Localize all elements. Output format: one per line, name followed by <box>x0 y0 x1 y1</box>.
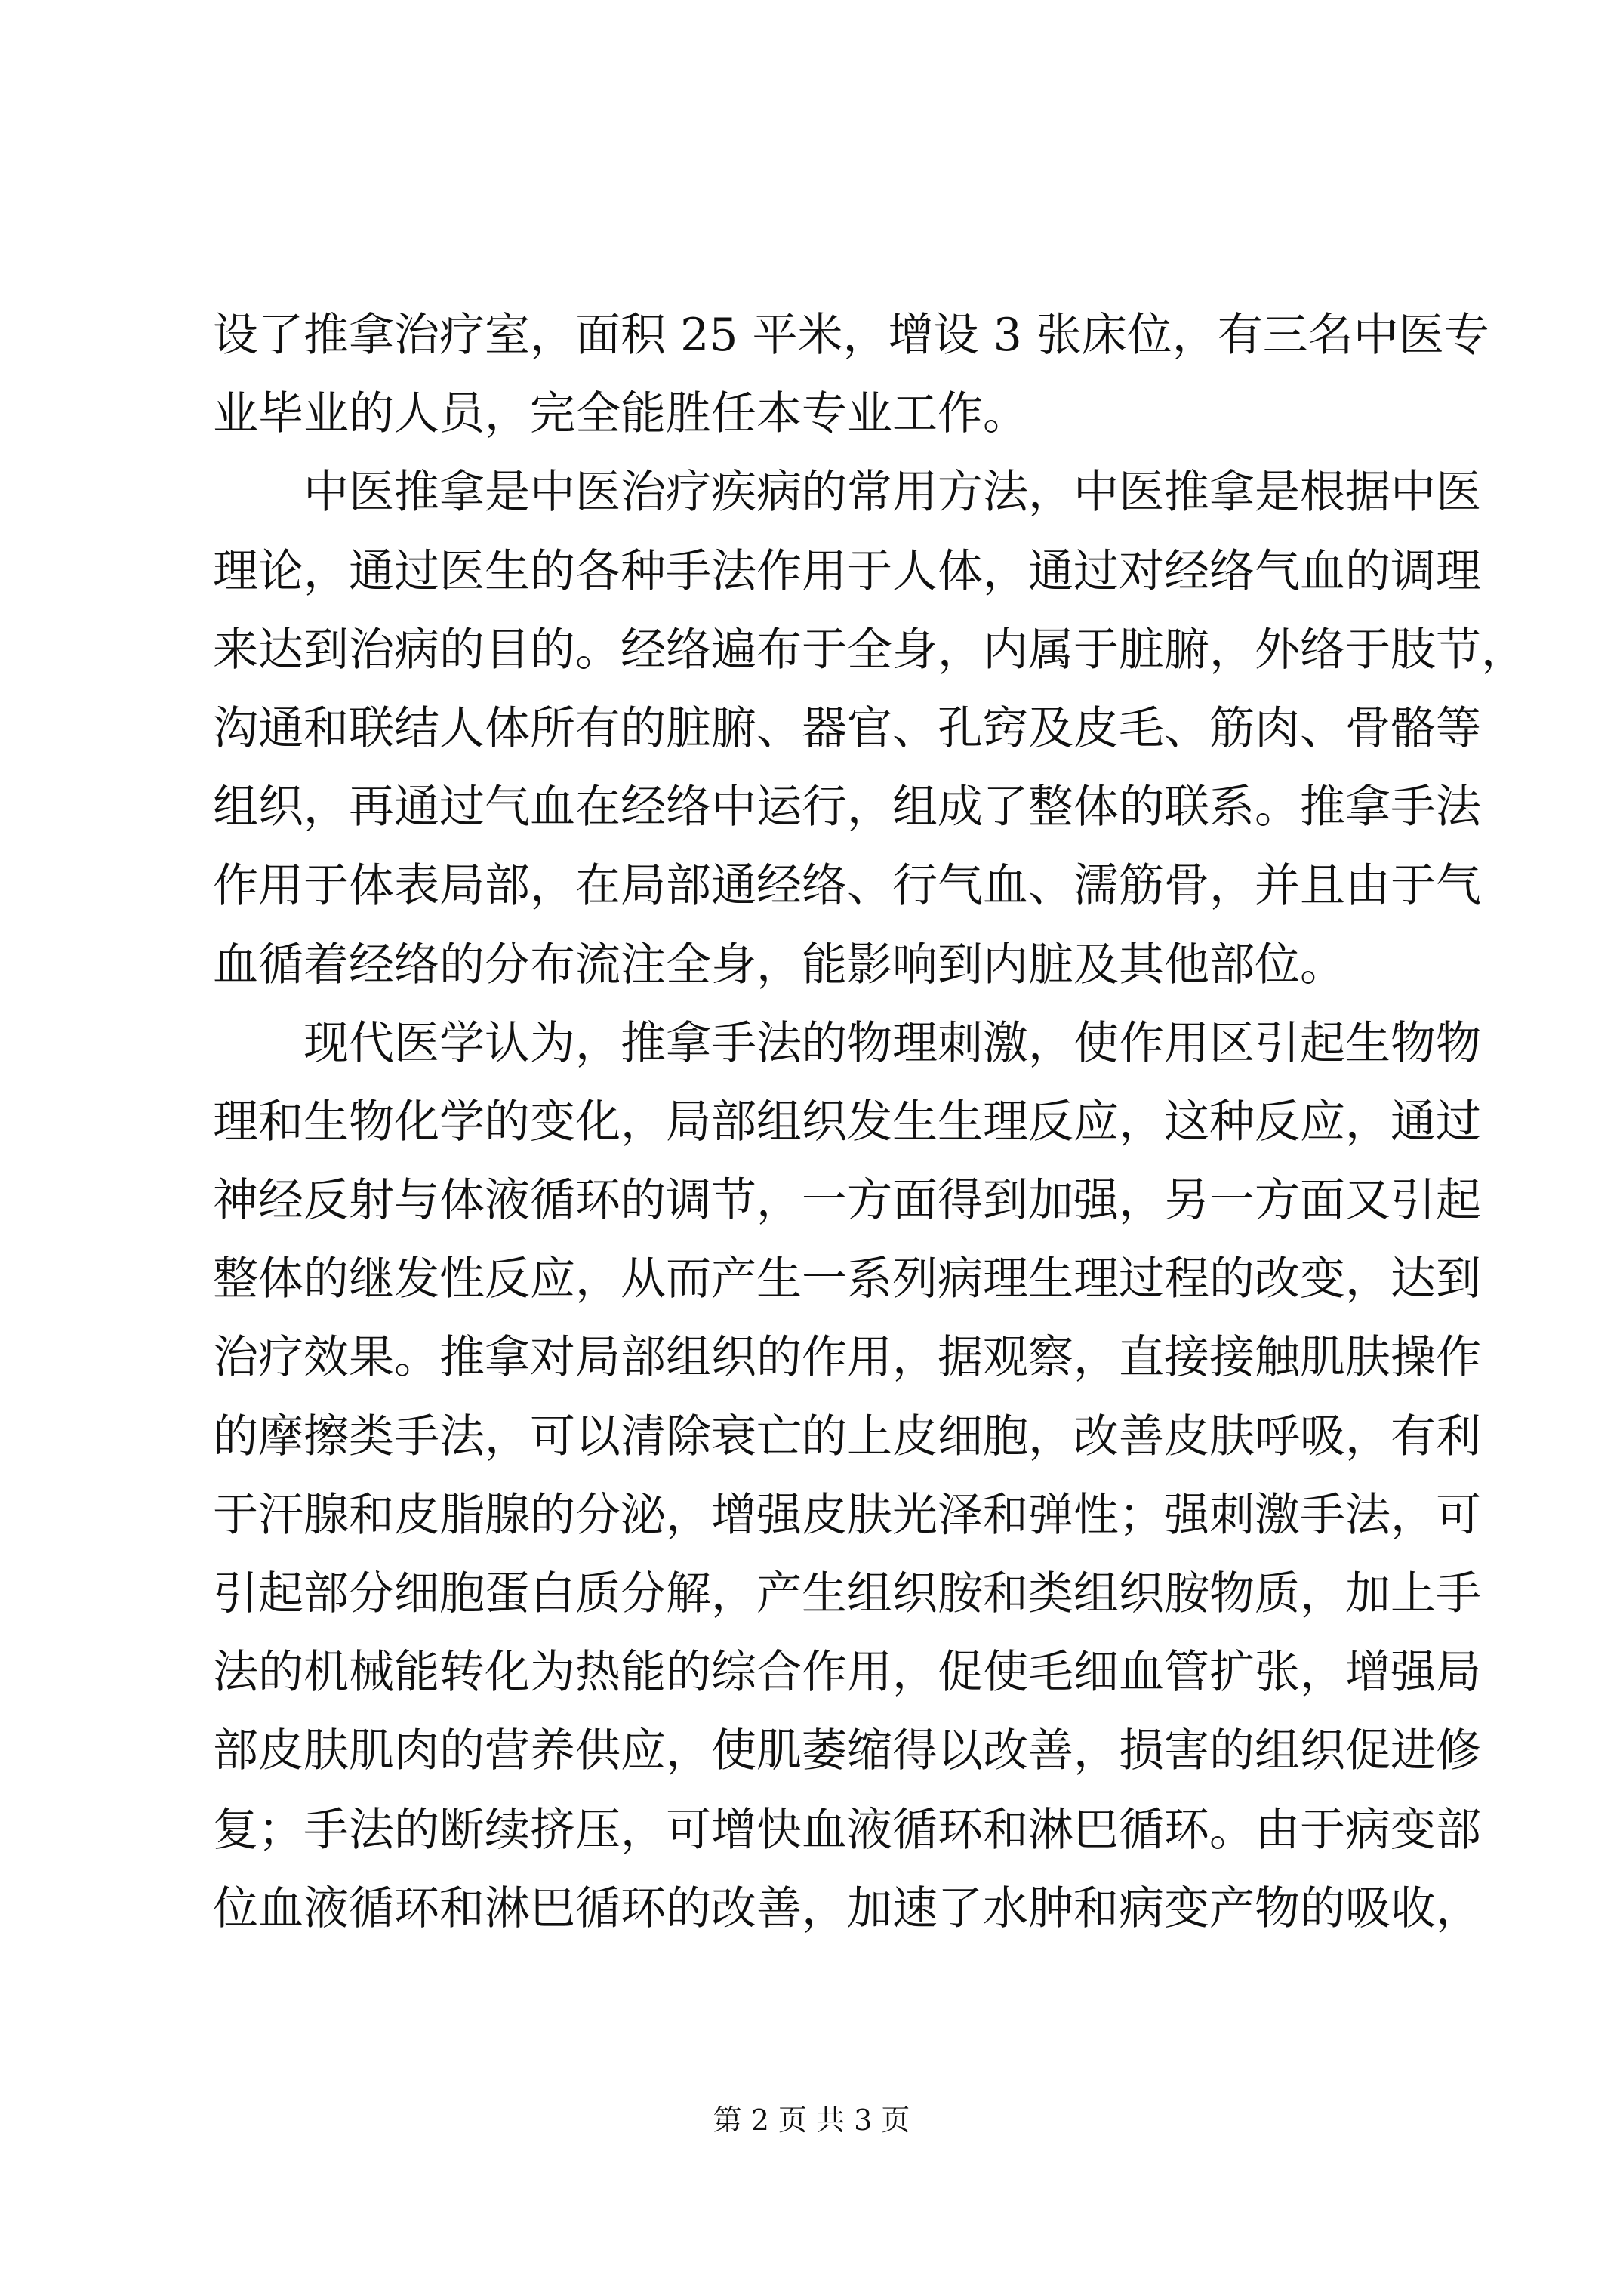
text-line: 法的机械能转化为热能的综合作用，促使毛细血管扩张，增强局 <box>213 1646 1481 1700</box>
page-number-footer: 第 2 页 共 3 页 <box>713 2103 910 2137</box>
text-line: 沟通和联结人体所有的脏腑、器官、孔窍及皮毛、筋肉、骨骼等 <box>213 701 1481 755</box>
text-line: 于汗腺和皮脂腺的分泌，增强皮肤光泽和弹性；强刺激手法，可 <box>213 1488 1481 1542</box>
text-line: 位血液循环和淋巴循环的改善，加速了水肿和病变产物的吸收， <box>213 1881 1481 1935</box>
text-line: 设了推拿治疗室，面积 25 平米，增设 3 张床位，有三名中医专 <box>213 309 1489 362</box>
text-line: 治疗效果。推拿对局部组织的作用，据观察，直接接触肌肤操作 <box>213 1331 1481 1385</box>
text-line: 业毕业的人员，完全能胜任本专业工作。 <box>213 387 1028 441</box>
text-line: 理和生物化学的变化，局部组织发生生理反应，这种反应，通过 <box>213 1095 1481 1148</box>
text-line: 作用于体表局部，在局部通经络、行气血、濡筋骨，并且由于气 <box>213 859 1481 913</box>
text-line: 血循着经络的分布流注全身，能影响到内脏及其他部位。 <box>213 938 1345 991</box>
text-line: 引起部分细胞蛋白质分解，产生组织胺和类组织胺物质，加上手 <box>213 1567 1481 1620</box>
text-line: 组织，再通过气血在经络中运行，组成了整体的联系。推拿手法 <box>213 781 1481 834</box>
text-line: 整体的继发性反应，从而产生一系列病理生理过程的改变，达到 <box>213 1253 1481 1306</box>
text-line: 来达到治病的目的。经络遍布于全身，内属于脏腑，外络于肢节， <box>213 623 1526 676</box>
text-line: 理论，通过医生的各种手法作用于人体，通过对经络气血的调理 <box>213 544 1481 598</box>
text-line: 神经反射与体液循环的调节，一方面得到加强，另一方面又引起 <box>213 1174 1481 1228</box>
text-line: 部皮肤肌肉的营养供应，使肌萎缩得以改善，损害的组织促进修 <box>213 1724 1481 1778</box>
text-line: 复；手法的断续挤压，可增快血液循环和淋巴循环。由于病变部 <box>213 1803 1481 1857</box>
text-line: 的摩擦类手法，可以清除衰亡的上皮细胞，改善皮肤呼吸，有利 <box>213 1410 1481 1463</box>
document-body <box>213 296 1526 1948</box>
text-line: 中医推拿是中医治疗疾病的常用方法，中医推拿是根据中医 <box>303 466 1481 519</box>
text-line: 现代医学认为，推拿手法的物理刺激，使作用区引起生物物 <box>303 1016 1481 1070</box>
